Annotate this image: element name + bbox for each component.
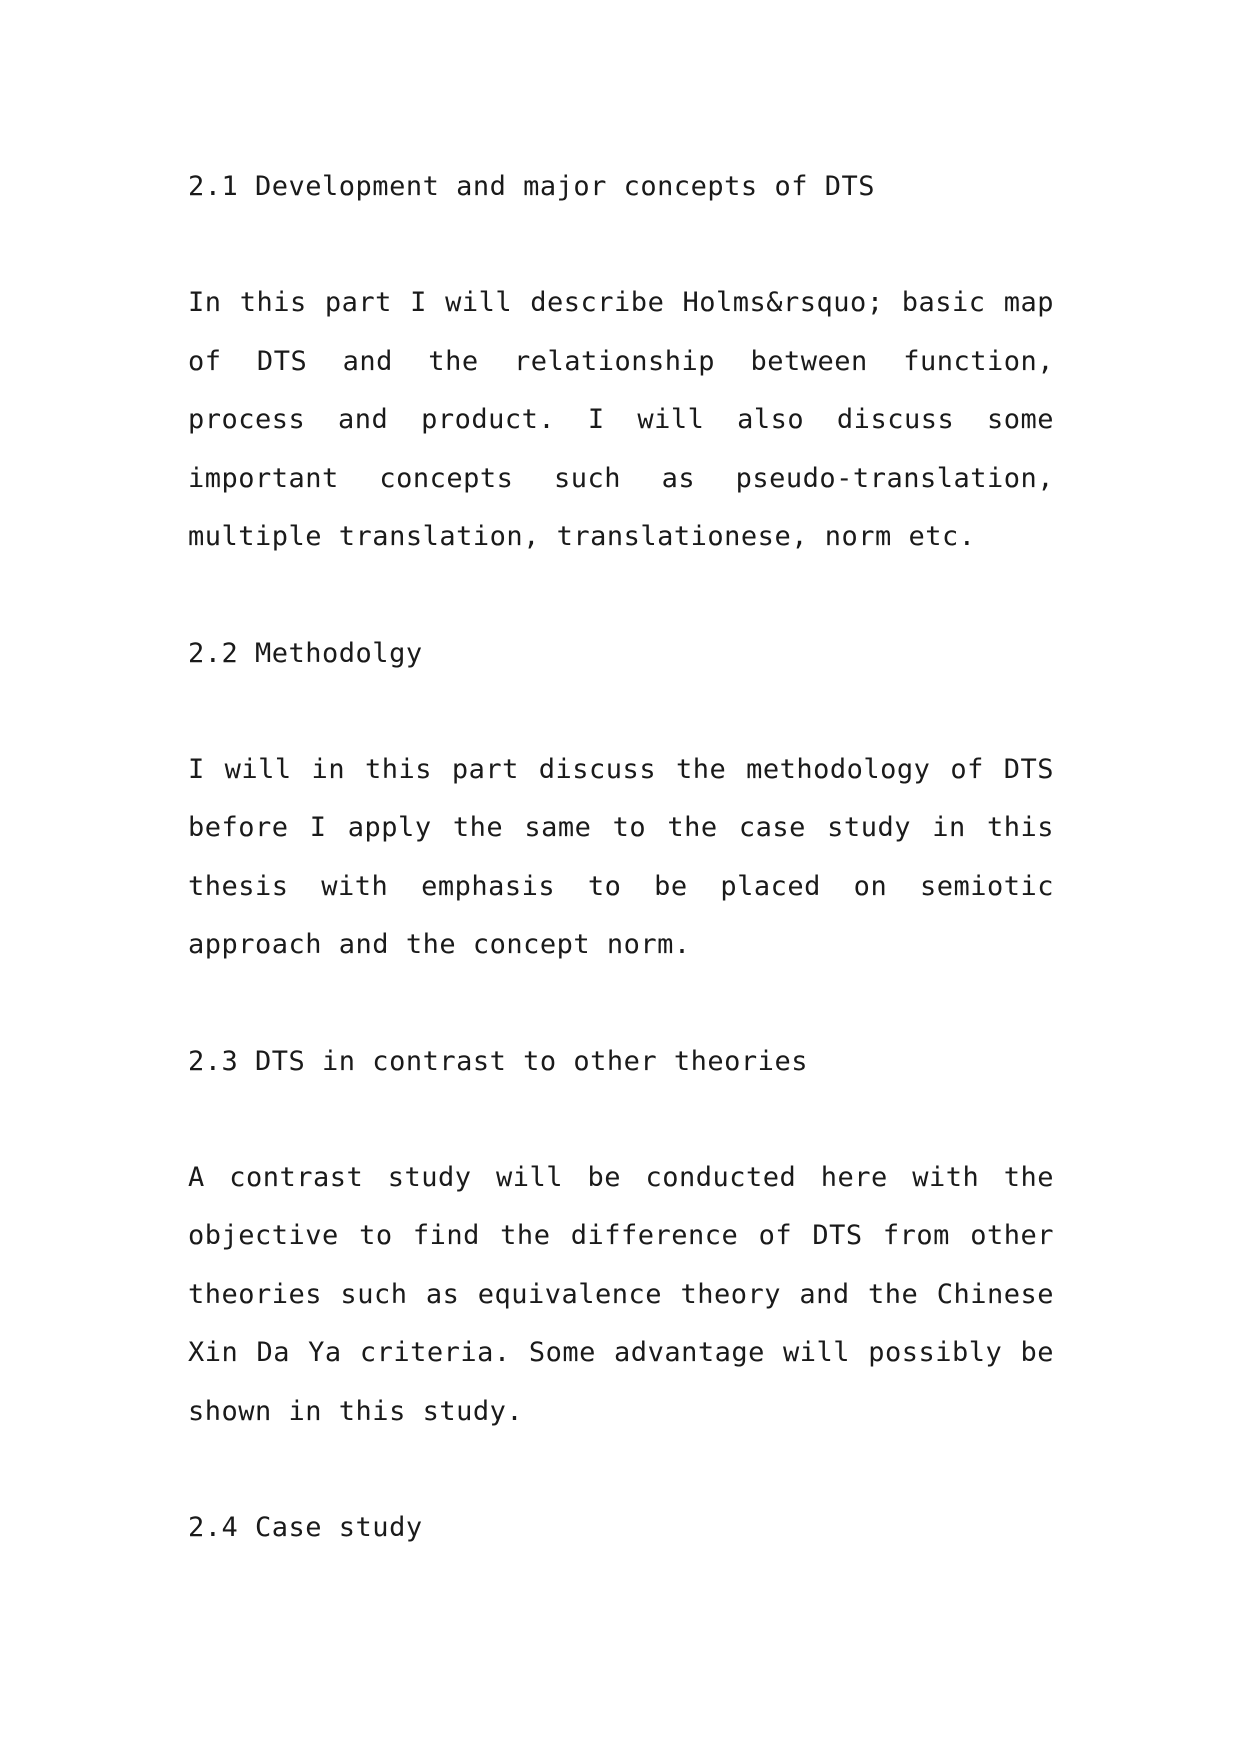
document-body (188, 158, 1054, 1557)
section-heading-2-4: 2.4 Case study (188, 1512, 423, 1543)
spacer (188, 975, 1054, 1033)
section-heading-2-1: 2.1 Development and major concepts of DTS (188, 171, 875, 202)
section-heading-2-3: 2.3 DTS in contrast to other theories (188, 1045, 808, 1077)
section-paragraph-2-3: A contrast study will be conducted here with the objective to find the difference of DTS from other theories such as equivalence theory and the Chinese Xin Da Ya criteria. Some advantage will possibly be shown in this study. (188, 1161, 1054, 1427)
spacer (188, 1441, 1054, 1499)
section-heading-2-2: 2.2 Methodolgy (188, 637, 423, 669)
spacer (188, 216, 1054, 274)
spacer (188, 567, 1054, 625)
section-paragraph-2-2: I will in this part discuss the methodology of DTS before I apply the same to the case study in this thesis with emphasis to be placed on semiotic approach and the concept norm. (188, 753, 1054, 960)
spacer (188, 1091, 1054, 1149)
section-paragraph-2-1: In this part I will describe Holms&rsquo; basic map of DTS and the relationship between function, process and product. I will also discuss some important concepts such as pseudo-translation, multiple translation, translationese, norm etc. (188, 287, 1054, 552)
spacer (188, 683, 1054, 741)
